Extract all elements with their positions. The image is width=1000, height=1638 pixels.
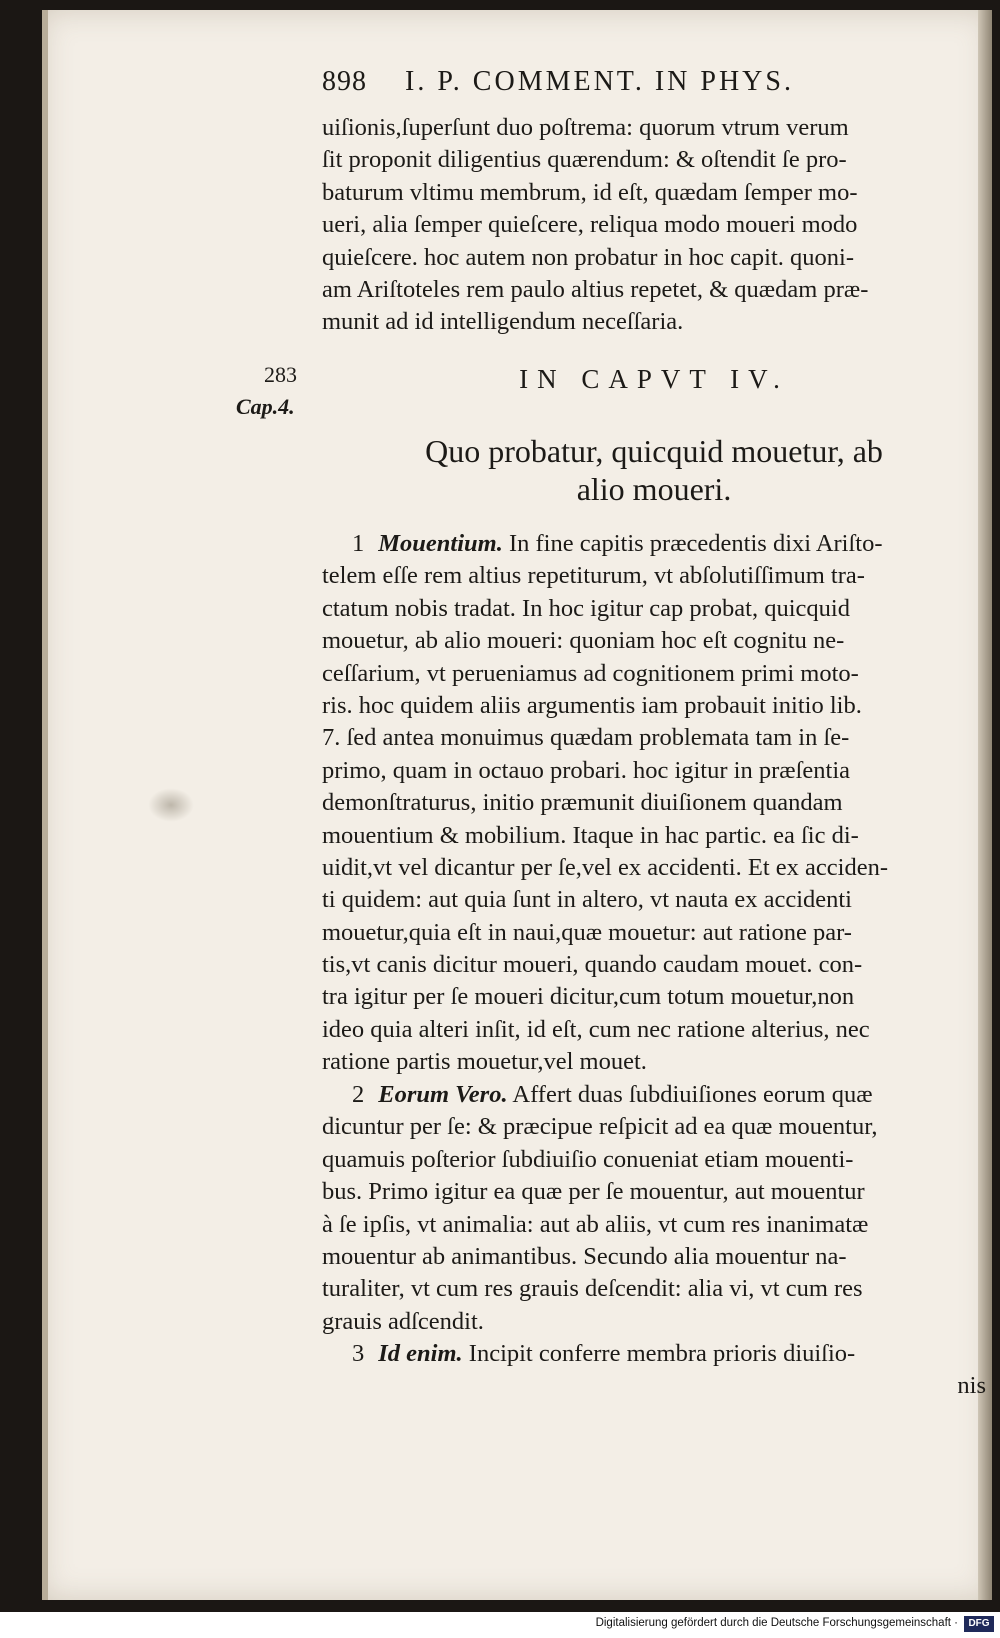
text-line: ti quidem: aut quia ſunt in altero, vt nauta ex accidenti xyxy=(322,886,852,914)
margin-chapter-note: Cap.4. xyxy=(236,394,295,419)
paragraph-first-line xyxy=(322,1079,986,1111)
text-line: baturum vltimu membrum, id eſt, quædam ſemper mo- xyxy=(322,178,858,206)
text-line: 7. ſed antea monuimus quædam problemata tam in ſe- xyxy=(322,724,850,752)
text-line: mouentium & mobilium. Itaque in hac partic. ea ſic di- xyxy=(322,821,859,849)
text-line: tis,vt canis dicitur moueri, quando caudam mouet. con- xyxy=(322,951,863,979)
text-line: munit ad id intelligendum neceſſaria. xyxy=(322,308,684,336)
catchword: nis xyxy=(957,1372,986,1400)
digitization-footer xyxy=(0,1612,1000,1638)
dfg-logo: DFG xyxy=(964,1616,994,1632)
margin-section-number: 283 xyxy=(264,362,297,387)
text-line: ratione partis mouetur,vel mouet. xyxy=(322,1048,647,1076)
running-title: I. P. COMMENT. IN PHYS. xyxy=(405,66,794,97)
text-line: uiſionis,ſuperſunt duo poſtrema: quorum vtrum verum xyxy=(322,114,849,141)
lemma: Mouentium. xyxy=(378,530,503,557)
paragraph-number: 1 xyxy=(352,530,365,557)
paragraph-3 xyxy=(322,1338,986,1403)
text-line: à ſe ipſis, vt animalia: aut ab aliis, vt cum res inanimatæ xyxy=(322,1210,869,1238)
text-line: ideo quia alteri inſit, id eſt, cum nec ratione alterius, nec xyxy=(322,1015,870,1043)
chapter-title xyxy=(322,432,986,508)
text-line: Affert duas ſubdiuiſiones eorum quæ xyxy=(512,1081,873,1108)
page-binding xyxy=(42,10,48,1600)
text-line: uidit,vt vel dicantur per ſe,vel ex accidenti. Et ex acciden- xyxy=(322,853,888,881)
text-line: bus. Primo igitur ea quæ per ſe mouentur, aut mouentur xyxy=(322,1178,865,1206)
text-line: primo, quam in octauo probari. hoc igitur in præſentia xyxy=(322,756,850,784)
text-line: Incipit conferre membra prioris diuiſio- xyxy=(468,1340,856,1367)
ink-smudge xyxy=(148,788,194,822)
text-line: ceſſarium, vt perueniamus ad cognitionem primi moto- xyxy=(322,659,859,687)
lemma: Id enim. xyxy=(378,1340,463,1367)
running-header xyxy=(322,66,922,98)
intro-paragraph xyxy=(322,112,986,339)
text-line: mouetur, ab alio moueri: quoniam hoc eſt cognitu ne- xyxy=(322,627,845,655)
text-line: am Ariſtoteles rem paulo altius repetet, & quædam præ- xyxy=(322,275,869,303)
text-line: mouetur,quia eſt in naui,quæ mouetur: aut ratione par- xyxy=(322,918,852,946)
paragraph-1 xyxy=(322,528,986,1079)
paragraph-number: 3 xyxy=(352,1340,365,1367)
text-line: quamuis poſterior ſubdiuiſio conueniat etiam mouenti- xyxy=(322,1145,854,1173)
text-line: grauis adſcendit. xyxy=(322,1307,484,1335)
page-number: 898 xyxy=(322,66,367,97)
text-line: demonſtraturus, initio præmunit diuiſionem quandam xyxy=(322,789,843,817)
text-line: ctatum nobis tradat. In hoc igitur cap probat, quicquid xyxy=(322,594,850,622)
paragraph-number: 2 xyxy=(352,1081,365,1108)
chapter-title-line: Quo probatur, quicquid mouetur, ab xyxy=(425,433,883,469)
paragraph-2 xyxy=(322,1079,986,1338)
text-line: quieſcere. hoc autem non probatur in hoc capit. quoni- xyxy=(322,243,855,271)
text-line: mouentur ab animantibus. Secundo alia mouentur na- xyxy=(322,1242,847,1270)
paragraph-first-line xyxy=(322,528,986,560)
text-line: dicuntur per ſe: & præcipue reſpicit ad ea quæ mouentur, xyxy=(322,1113,878,1141)
text-line: turaliter, vt cum res grauis deſcendit: alia vi, vt cum res xyxy=(322,1275,863,1303)
footer-credit: Digitalisierung gefördert durch die Deutsche Forschungsgemeinschaft · xyxy=(595,1617,958,1629)
text-line: telem eſſe rem altius repetiturum, vt abſolutiſſimum tra- xyxy=(322,562,865,590)
text-line: ſit proponit diligentius quærendum: & oſtendit ſe pro- xyxy=(322,146,847,174)
text-line: ris. hoc quidem aliis argumentis iam probauit initio lib. xyxy=(322,691,862,719)
chapter-title-line: alio moueri. xyxy=(576,471,732,507)
text-line: ueri, alia ſemper quieſcere, reliqua modo moueri modo xyxy=(322,211,858,239)
text-line: In fine capitis præcedentis dixi Ariſto- xyxy=(508,530,883,557)
chapter-heading: IN CAPVT IV. xyxy=(519,364,789,394)
paragraph-first-line xyxy=(322,1338,986,1370)
text-line: tra igitur per ſe moueri dicitur,cum totum mouetur,non xyxy=(322,983,855,1011)
lemma: Eorum Vero. xyxy=(378,1081,508,1108)
